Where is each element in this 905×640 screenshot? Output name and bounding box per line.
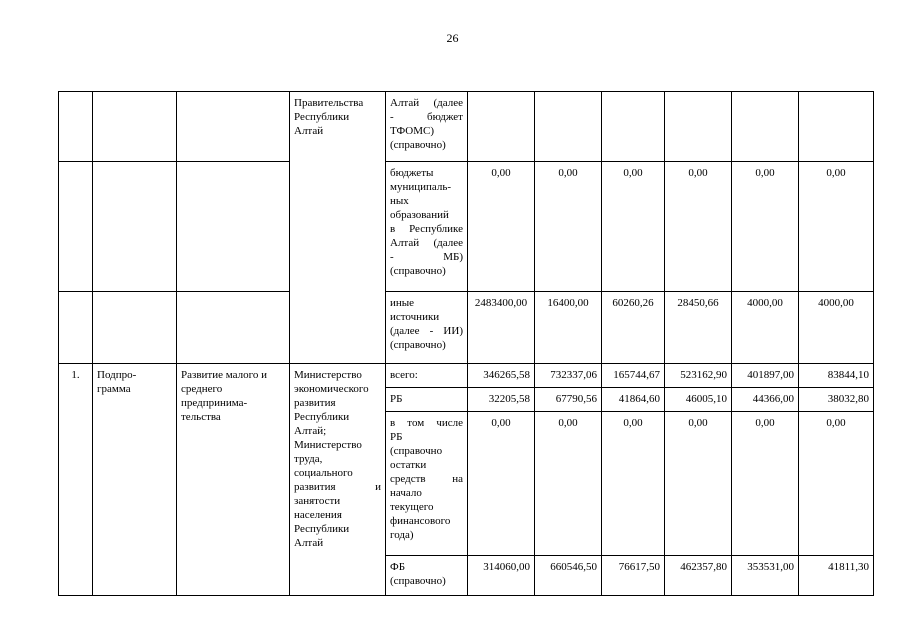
name-cell: Развитие малого и среднего предпринима- тельства [177, 364, 290, 596]
kind-cell [93, 292, 177, 364]
value-cell: 0,00 [602, 162, 665, 292]
value-cell: 38032,80 [799, 388, 874, 412]
source-cell: Алтай (далее - бюджет ТФОМС) (справочно) [386, 92, 468, 162]
value-cell: 732337,06 [535, 364, 602, 388]
index-cell [59, 292, 93, 364]
value-cell: 41864,60 [602, 388, 665, 412]
source-cell: бюджеты муниципаль- ных образований в Республике Алтай (далее - МБ) (справочно) [386, 162, 468, 292]
index-cell [59, 92, 93, 162]
budget-table [58, 91, 874, 596]
value-cell: 0,00 [799, 162, 874, 292]
value-cell: 0,00 [468, 162, 535, 292]
value-cell: 165744,67 [602, 364, 665, 388]
value-cell: 0,00 [665, 412, 732, 556]
value-cell: 346265,58 [468, 364, 535, 388]
value-cell [732, 92, 799, 162]
responsible-cell: Правительства Республики Алтай [290, 92, 386, 364]
value-cell [665, 92, 732, 162]
source-cell: РБ [386, 388, 468, 412]
value-cell: 0,00 [665, 162, 732, 292]
value-cell: 76617,50 [602, 556, 665, 596]
value-cell: 41811,30 [799, 556, 874, 596]
page-number: 26 [446, 31, 459, 45]
value-cell: 0,00 [535, 412, 602, 556]
value-cell [602, 92, 665, 162]
value-cell [468, 92, 535, 162]
value-cell: 401897,00 [732, 364, 799, 388]
value-cell: 2483400,00 [468, 292, 535, 364]
value-cell: 0,00 [602, 412, 665, 556]
source-cell: иные источники (далее - ИИ) (справочно) [386, 292, 468, 364]
kind-cell [93, 162, 177, 292]
value-cell: 0,00 [535, 162, 602, 292]
value-cell [535, 92, 602, 162]
value-cell: 16400,00 [535, 292, 602, 364]
value-cell: 462357,80 [665, 556, 732, 596]
value-cell: 0,00 [799, 412, 874, 556]
kind-cell: Подпро- грамма [93, 364, 177, 596]
index-cell [59, 162, 93, 292]
name-cell [177, 92, 290, 162]
value-cell: 353531,00 [732, 556, 799, 596]
kind-cell [93, 92, 177, 162]
source-cell: ФБ (справочно) [386, 556, 468, 596]
value-cell: 67790,56 [535, 388, 602, 412]
value-cell [799, 92, 874, 162]
value-cell: 60260,26 [602, 292, 665, 364]
value-cell: 4000,00 [799, 292, 874, 364]
value-cell: 44366,00 [732, 388, 799, 412]
value-cell: 0,00 [732, 412, 799, 556]
value-cell: 32205,58 [468, 388, 535, 412]
responsible-cell: Министерство экономического развития Республики Алтай; Министерство труда, социального развития и занятости населения Республики Алтай [290, 364, 386, 596]
name-cell [177, 162, 290, 292]
value-cell: 0,00 [732, 162, 799, 292]
value-cell: 0,00 [468, 412, 535, 556]
source-cell: всего: [386, 364, 468, 388]
source-cell: в том числе РБ (справочно остатки средств на начало текущего финансового года) [386, 412, 468, 556]
value-cell: 28450,66 [665, 292, 732, 364]
value-cell: 4000,00 [732, 292, 799, 364]
table-row [59, 364, 874, 388]
index-cell: 1. [59, 364, 93, 596]
table-row [59, 162, 874, 292]
name-cell [177, 292, 290, 364]
value-cell: 314060,00 [468, 556, 535, 596]
table-row [59, 292, 874, 364]
value-cell: 523162,90 [665, 364, 732, 388]
value-cell: 46005,10 [665, 388, 732, 412]
value-cell: 83844,10 [799, 364, 874, 388]
value-cell: 660546,50 [535, 556, 602, 596]
table-row [59, 92, 874, 162]
